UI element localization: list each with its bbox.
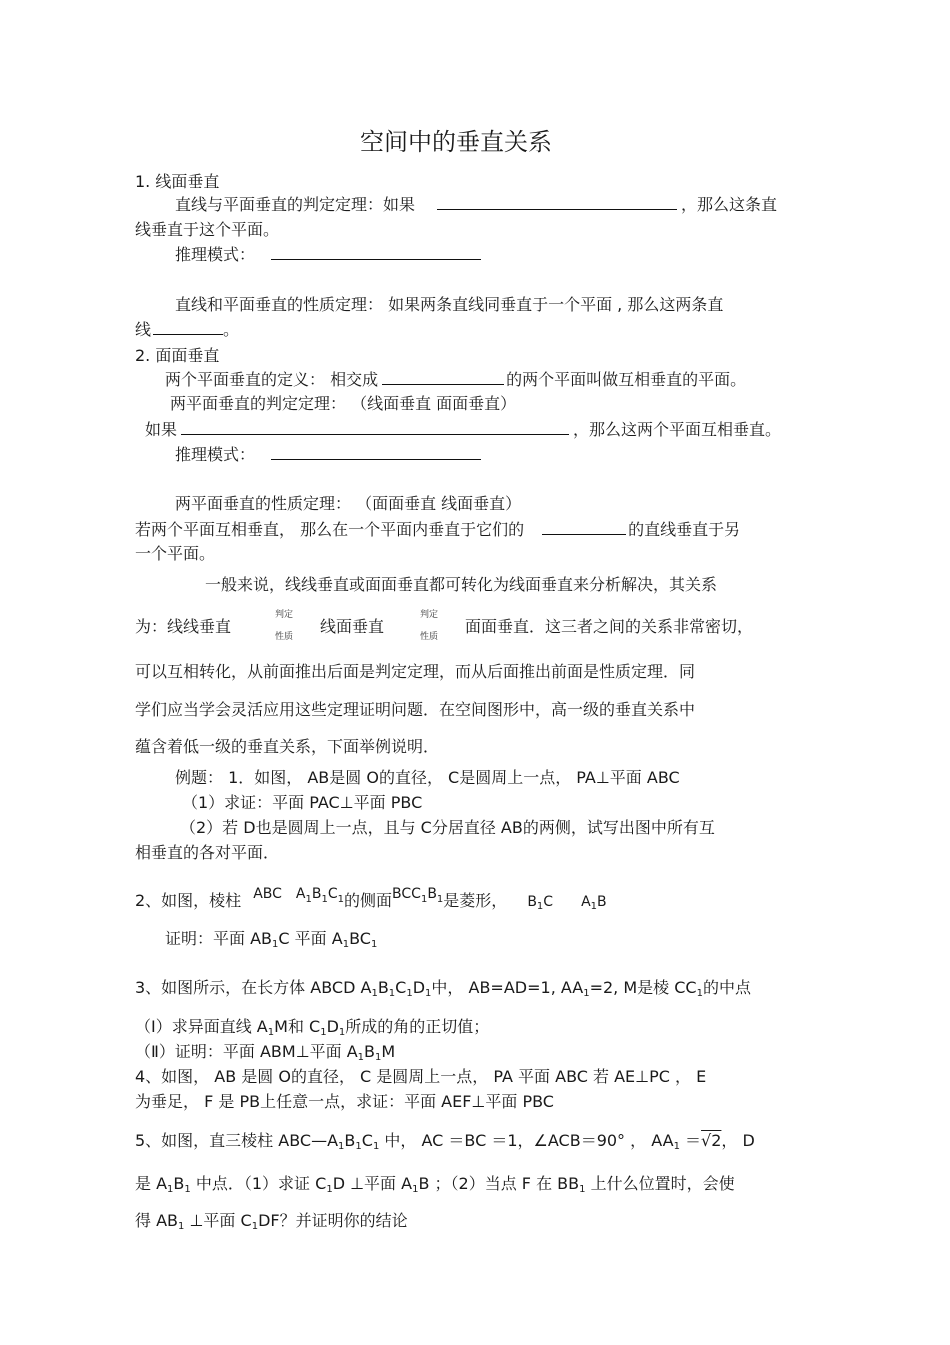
e2-subscript: 1 — [321, 894, 328, 905]
s2-prop-post: 的直线垂直于另 — [628, 520, 741, 539]
e2-vertex: B — [527, 894, 537, 910]
s2-def-post: 的两个平面叫做互相垂直的平面。 — [506, 370, 747, 389]
e5-text: DF？并证明你的结论 — [258, 1211, 408, 1230]
e3-text: C — [395, 978, 407, 997]
e3-text: =2, M是棱 CC — [589, 978, 697, 997]
general-line2b: 线面垂直 — [320, 617, 385, 636]
e2-proof-text: BC — [349, 929, 371, 948]
example5-line1 — [135, 1131, 755, 1157]
arrow-label-top: 判定 — [420, 610, 439, 620]
e2-vertex: A — [295, 886, 306, 902]
e2-vertex: A — [581, 894, 591, 910]
e3-subscript: 1 — [388, 988, 396, 999]
fill-blank[interactable] — [542, 520, 626, 535]
s2-judge-post: ，那么这两个平面互相垂直。 — [573, 420, 782, 439]
e2-vertex: B — [311, 886, 322, 902]
e2-proof-text: C 平面 A — [278, 929, 343, 948]
e5-text: D ⊥平面 A — [332, 1174, 413, 1193]
e3-subscript: 1 — [320, 1027, 327, 1038]
e2-subscript: 1 — [420, 894, 428, 905]
e3-text: B — [377, 978, 389, 997]
e3-text: D — [412, 978, 426, 997]
e2-subscript: 1 — [370, 939, 378, 950]
fill-blank[interactable] — [271, 245, 481, 260]
e3-text: （Ⅰ）求异面直线 A — [135, 1017, 268, 1036]
example1-line: 例题： 1．如图， AB是圆 O的直径， C是圆周上一点， PA⊥平面 ABC — [175, 768, 680, 787]
e2-vertex: B — [597, 894, 607, 910]
e2-text: 是菱形， — [443, 891, 508, 910]
fill-blank[interactable] — [382, 370, 504, 385]
s2-prop-label: 两平面垂直的性质定理： （面面垂直 线面垂直） — [175, 494, 522, 513]
e3-subscript: 1 — [375, 1052, 382, 1063]
e3-subscript: 1 — [267, 1027, 275, 1038]
e5-text: C — [361, 1131, 373, 1150]
e2-subscript: 1 — [342, 939, 350, 950]
example1-part2-cont: 相垂直的各对平面． — [135, 843, 280, 862]
s2-prop-line — [135, 520, 740, 540]
e5-subscript: 1 — [326, 1184, 333, 1195]
s2-judge-label: 两平面垂直的判定定理： （线面垂直 面面垂直） — [170, 394, 517, 413]
example3-part1 — [135, 1017, 489, 1043]
e3-text: （Ⅱ）证明：平面 ABM⊥平面 A — [135, 1042, 358, 1061]
e2-subscript: 1 — [337, 894, 344, 905]
section2-heading: 2. 面面垂直 — [135, 346, 220, 365]
s2-def-line — [165, 370, 746, 390]
example3-line — [135, 978, 751, 1004]
s1-infer-label: 推理模式： — [175, 245, 256, 264]
e5-text: 得 AB — [135, 1211, 179, 1230]
general-line1: 一般来说，线线垂直或面面垂直都可转化为线面垂直来分析解决，其关系 — [205, 575, 718, 594]
example2-line — [135, 884, 607, 917]
e3-subscript: 1 — [696, 988, 703, 999]
s1-infer-line — [175, 245, 481, 265]
e5-subscript: 1 — [338, 1141, 345, 1152]
e5-text: ＝ — [679, 1131, 702, 1150]
e5-subscript: 1 — [579, 1184, 586, 1195]
fill-blank[interactable] — [437, 195, 677, 210]
example5-line2 — [135, 1174, 735, 1200]
e2-subscript: 1 — [305, 894, 312, 905]
e2-face: BCC — [392, 886, 421, 902]
general-line3: 可以互相转化，从前面推出后面是判定定理，而从后面推出前面是性质定理．同 — [135, 662, 696, 681]
e3-subscript: 1 — [338, 1027, 346, 1038]
s1-prop-cont — [135, 320, 239, 340]
e5-text: B ；（2）当点 F 在 BB — [418, 1174, 580, 1193]
e2-subscript: 1 — [436, 894, 444, 905]
e5-text: B — [173, 1174, 185, 1193]
arrow-label-bottom: 性质 — [420, 632, 439, 642]
fill-blank[interactable] — [181, 420, 569, 435]
e2-text: 2、如图，棱柱 — [135, 891, 242, 910]
general-line4: 学们应当学会灵活应用这些定理证明问题．在空间图形中，高一级的垂直关系中 — [135, 700, 696, 719]
e3-subscript: 1 — [357, 1052, 365, 1063]
e3-text: 所成的角的正切值； — [345, 1017, 490, 1036]
e3-text: M — [381, 1042, 396, 1061]
e5-text: 中， AC ＝BC ＝1，∠ACB＝90° ， AA — [379, 1131, 674, 1150]
page-title: 空间中的垂直关系 — [360, 128, 552, 156]
e2-proof-text: 证明：平面 AB — [165, 929, 273, 948]
general-line2a: 为：线线垂直 — [135, 617, 232, 636]
s1-judge-line — [175, 195, 777, 215]
e3-text: D — [326, 1017, 339, 1036]
example4-line1: 4、如图， AB 是圆 O的直径， C 是圆周上一点， PA 平面 ABC 若 AE⊥PC ， E — [135, 1067, 707, 1086]
arrow-label-bottom: 性质 — [275, 632, 294, 642]
s1-prop-line: 直线和平面垂直的性质定理： 如果两条直线同垂直于一个平面 , 那么这两条直 — [175, 295, 724, 314]
e5-text: 5、如图，直三棱柱 ABC—A — [135, 1131, 339, 1150]
s1-judge-post: ，那么这条直 — [681, 195, 778, 214]
s2-judge-line — [145, 420, 781, 440]
e2-vertex: B — [427, 886, 437, 902]
e5-subscript: 1 — [251, 1221, 259, 1232]
e5-text: B — [344, 1131, 356, 1150]
e5-text: ⊥平面 C — [184, 1211, 252, 1230]
s1-prop-cont-pre: 线 — [135, 320, 152, 339]
e3-text: 3、如图所示，在长方体 ABCD A — [135, 978, 372, 997]
e2-subscript: 1 — [590, 901, 598, 912]
e2-vertex: C — [327, 886, 338, 902]
e3-text: 中， AB=AD=1, AA — [431, 978, 584, 997]
e3-subscript: 1 — [425, 988, 432, 999]
s1-judge-cont: 线垂直于这个平面。 — [135, 220, 280, 239]
fill-blank[interactable] — [153, 320, 223, 335]
general-line5: 蕴含着低一级的垂直关系，下面举例说明． — [135, 737, 440, 756]
e5-subscript: 1 — [178, 1221, 185, 1232]
s2-infer-label: 推理模式： — [175, 445, 256, 464]
s2-def-pre: 两个平面垂直的定义： 相交成 — [165, 370, 379, 389]
e2-vertex: C — [543, 894, 554, 910]
example1-part2: （2）若 D也是圆周上一点，且与 C分居直径 AB的两侧，试写出图中所有互 — [180, 818, 715, 837]
e5-text: 上什么位置时，会使 — [585, 1174, 735, 1193]
e5-subscript: 1 — [372, 1141, 380, 1152]
e2-prism: ABC — [253, 886, 282, 902]
e5-subscript: 1 — [673, 1141, 680, 1152]
s2-infer-line — [175, 445, 481, 465]
fill-blank[interactable] — [271, 445, 481, 460]
general-line2c: 面面垂直．这三者之间的关系非常密切， — [465, 617, 754, 636]
example5-line3 — [135, 1211, 408, 1237]
e3-subscript: 1 — [406, 988, 413, 999]
s2-prop-cont: 一个平面。 — [135, 544, 216, 563]
e5-subscript: 1 — [355, 1141, 362, 1152]
example2-proof — [165, 929, 377, 955]
example4-line2: 为垂足， F 是 PB上任意一点，求证：平面 AEF⊥平面 PBC — [135, 1092, 554, 1111]
s1-prop-cont-post: 。 — [223, 320, 240, 339]
section1-heading: 1. 线面垂直 — [135, 172, 220, 191]
e5-subscript: 1 — [167, 1184, 174, 1195]
e3-text: B — [364, 1042, 376, 1061]
s2-prop-pre: 若两个平面互相垂直， 那么在一个平面内垂直于它们的 — [135, 520, 525, 539]
sqrt-2: √2 — [701, 1131, 722, 1150]
e5-text: ， D — [721, 1131, 755, 1150]
s1-judge-pre: 直线与平面垂直的判定定理：如果 — [175, 195, 416, 214]
e3-text: 的中点 — [702, 978, 751, 997]
e3-subscript: 1 — [371, 988, 378, 999]
e2-subscript: 1 — [536, 901, 544, 912]
e5-text: 是 A — [135, 1174, 168, 1193]
e5-subscript: 1 — [412, 1184, 419, 1195]
e5-text: 中点．（1）求证 C — [190, 1174, 327, 1193]
e3-subscript: 1 — [583, 988, 590, 999]
e3-text: M和 C — [274, 1017, 321, 1036]
example3-part2 — [135, 1042, 395, 1068]
s2-judge-pre: 如果 — [145, 420, 178, 439]
e5-subscript: 1 — [184, 1184, 191, 1195]
arrow-label-top: 判定 — [275, 610, 294, 620]
example1-part1: （1）求证：平面 PAC⊥平面 PBC — [182, 793, 423, 812]
e2-text: 的侧面 — [344, 891, 393, 910]
e2-subscript: 1 — [272, 939, 279, 950]
